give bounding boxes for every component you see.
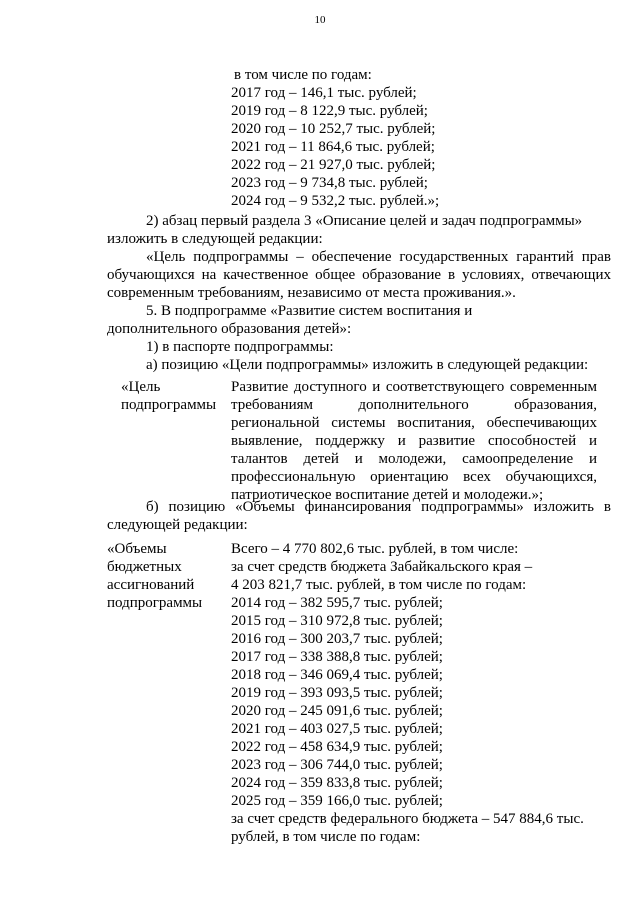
sub-item-b-line-1: б) позицию «Объемы финансирования подпрограммы» изложить в <box>146 499 611 515</box>
funding-federal-line-2: рублей, в том числе по годам: <box>231 829 421 845</box>
goal-paragraph-line-3: современным требованиям, независимо от места проживания.». <box>107 285 516 301</box>
year-line: 2022 год – 21 927,0 тыс. рублей; <box>231 157 436 173</box>
funding-year-line: 2014 год – 382 595,7 тыс. рублей; <box>231 595 443 611</box>
year-line: 2021 год – 11 864,6 тыс. рублей; <box>231 139 435 155</box>
year-line: 2023 год – 9 734,8 тыс. рублей; <box>231 175 428 191</box>
funding-year-line: 2023 год – 306 744,0 тыс. рублей; <box>231 757 443 773</box>
funding-year-line: 2025 год – 359 166,0 тыс. рублей; <box>231 793 443 809</box>
funding-federal-line-1: за счет средств федерального бюджета – 547 884,6 тыс. <box>231 811 584 827</box>
funding-regional-line-2: 4 203 821,7 тыс. рублей, в том числе по годам: <box>231 577 527 593</box>
funding-year-line: 2016 год – 300 203,7 тыс. рублей; <box>231 631 443 647</box>
goals-text-line: Развитие доступного и соответствующего современным <box>231 379 597 395</box>
year-line: 2020 год – 10 252,7 тыс. рублей; <box>231 121 436 137</box>
goals-text-line: требованиям дополнительного образования, <box>231 397 597 413</box>
goals-text-line: региональной системы воспитания, обеспечивающих <box>231 415 597 431</box>
funding-label-line: «Объемы <box>107 541 167 557</box>
funding-year-line: 2018 год – 346 069,4 тыс. рублей; <box>231 667 443 683</box>
funding-year-line: 2019 год – 393 093,5 тыс. рублей; <box>231 685 443 701</box>
goals-text-line: патриотическое воспитание детей и молодежи.»; <box>231 487 544 503</box>
item-5-line-1: 5. В подпрограмме «Развитие систем воспитания и <box>146 303 473 319</box>
years-intro: в том числе по годам: <box>234 67 372 83</box>
item-2-line-2: изложить в следующей редакции: <box>107 231 323 247</box>
item-2-line-1: 2) абзац первый раздела 3 «Описание целей и задач подпрограммы» <box>146 213 583 229</box>
funding-label-line: подпрограммы <box>107 595 203 611</box>
funding-year-line: 2022 год – 458 634,9 тыс. рублей; <box>231 739 443 755</box>
funding-year-line: 2015 год – 310 972,8 тыс. рублей; <box>231 613 443 629</box>
page-number: 10 <box>314 14 326 26</box>
funding-year-line: 2020 год – 245 091,6 тыс. рублей; <box>231 703 443 719</box>
sub-item-b-line-2: следующей редакции: <box>107 517 248 533</box>
goals-text-line: талантов детей и молодежи, самоопределение и <box>231 451 597 467</box>
funding-year-line: 2021 год – 403 027,5 тыс. рублей; <box>231 721 443 737</box>
year-line: 2019 год – 8 122,9 тыс. рублей; <box>231 103 428 119</box>
sub-item-1: 1) в паспорте подпрограммы: <box>146 339 334 355</box>
funding-regional-line-1: за счет средств бюджета Забайкальского края – <box>231 559 533 575</box>
item-5-line-2: дополнительного образования детей»: <box>107 321 352 337</box>
funding-label-line: ассигнований <box>107 577 195 593</box>
goal-paragraph-line-2: обучающихся на качественное общее образование в условиях, отвечающих <box>107 267 611 283</box>
goals-label-line-1: «Цель <box>121 379 161 395</box>
year-line: 2024 год – 9 532,2 тыс. рублей.»; <box>231 193 440 209</box>
funding-total: Всего – 4 770 802,6 тыс. рублей, в том числе: <box>231 541 519 557</box>
goals-text-line: профессиональную ориентацию всех обучающихся, <box>231 469 597 485</box>
year-line: 2017 год – 146,1 тыс. рублей; <box>231 85 417 101</box>
funding-label-line: бюджетных <box>107 559 182 575</box>
goals-label-line-2: подпрограммы <box>121 397 217 413</box>
goal-paragraph-line-1: «Цель подпрограммы – обеспечение государственных гарантий прав <box>146 249 611 265</box>
funding-year-line: 2024 год – 359 833,8 тыс. рублей; <box>231 775 443 791</box>
funding-year-line: 2017 год – 338 388,8 тыс. рублей; <box>231 649 443 665</box>
sub-item-a: а) позицию «Цели подпрограммы» изложить в следующей редакции: <box>146 357 589 373</box>
goals-text-line: выявление, поддержку и развитие способностей и <box>231 433 597 449</box>
